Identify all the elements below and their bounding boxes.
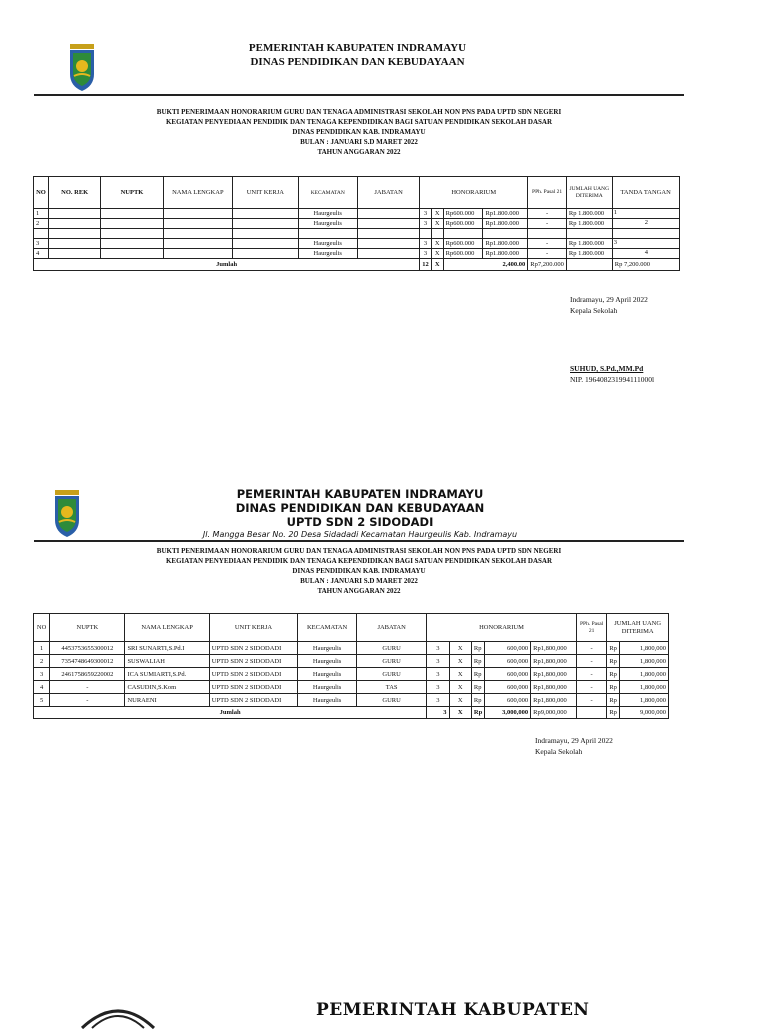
doc1-cell-jabatan — [357, 239, 419, 249]
col-unit: UNIT KERJA — [233, 177, 298, 209]
doc2-cell-rate: 600,000 — [485, 681, 531, 694]
doc1-cell-total — [483, 229, 528, 239]
doc1-cell-signature — [612, 219, 679, 229]
doc1-cell-unit — [233, 239, 298, 249]
doc1-cell-jumlah: Rp 1.800.000 — [566, 239, 612, 249]
doc1-header-line2: DINAS PENDIDIKAN DAN KEBUDAYAAN — [250, 56, 465, 68]
doc2-cell-jumlah: 1,800,000 — [620, 681, 669, 694]
doc2-cell-total: Rp1,800,000 — [531, 642, 577, 655]
doc1-cell-qty: 3 — [420, 249, 432, 259]
doc2-cell-jumlah: 1,800,000 — [620, 655, 669, 668]
col-pph: PPh. Pasal 21 — [576, 614, 606, 642]
doc2-cell-kecamatan: Haurgeulis — [298, 668, 357, 681]
doc1-cell-rate: Rp600.000 — [443, 239, 483, 249]
doc1-cell-norek — [48, 229, 100, 239]
doc1-table — [33, 176, 684, 271]
doc2-cell-no: 3 — [34, 668, 50, 681]
doc2-cell-nama: NURAENI — [125, 694, 209, 707]
doc1-cell-nama — [163, 239, 233, 249]
doc1-cell-unit — [233, 209, 298, 219]
doc1-sign-role: Kepala Sekolah — [570, 306, 618, 315]
doc2-cell-rate: 600,000 — [485, 642, 531, 655]
col-jumlah: JUMLAH UANG DITERIMA — [566, 177, 612, 209]
doc1-sign-name: SUHUD, S.Pd.,MM.Pd — [570, 364, 644, 373]
doc2-total-rate: 3,000,000 — [485, 707, 531, 719]
doc1-cell-kecamatan — [298, 229, 357, 239]
col-unit: UNIT KERJA — [209, 614, 297, 642]
doc1-cell-signature — [612, 249, 679, 259]
doc2-cell-nuptk: 2461758659220002 — [50, 668, 125, 681]
doc1-cell-x — [431, 229, 443, 239]
doc2-cell-pph: - — [576, 655, 606, 668]
doc2-logo — [50, 490, 84, 543]
doc2-cell-rate: 600,000 — [485, 655, 531, 668]
doc2-cell-x: X — [449, 668, 471, 681]
col-pph: PPh. Pasal 21 — [528, 177, 567, 209]
doc2-cell-no: 2 — [34, 655, 50, 668]
doc1-total-qty: 12 — [420, 259, 432, 271]
doc1-cell-unit — [233, 219, 298, 229]
doc2-cell-pph: - — [576, 642, 606, 655]
doc1-total-jumlah: Rp 7,200.000 — [612, 259, 679, 271]
signature-number-right: 4 — [644, 249, 648, 256]
doc2-cell-total: Rp1,800,000 — [531, 655, 577, 668]
doc2-cell-nuptk: - — [50, 681, 125, 694]
doc2-cell-rp2: Rp — [607, 655, 620, 668]
doc2-cell-kecamatan: Haurgeulis — [298, 642, 357, 655]
doc2-cell-rp: Rp — [471, 668, 485, 681]
doc2-cell-jabatan: GURU — [357, 668, 427, 681]
doc1-total-x: X — [431, 259, 443, 271]
doc1-cell-norek — [48, 239, 100, 249]
doc2-title-line1: BUKTI PENERIMAAN HONORARIUM GURU DAN TENAGA ADMINISTRASI SEKOLAH NON PNS PADA UPTD SDN NEGERI — [156, 547, 562, 555]
doc2-cell-no: 1 — [34, 642, 50, 655]
table-row — [34, 681, 669, 694]
doc1-cell-norek — [48, 209, 100, 219]
col-nama: NAMA LENGKAP — [163, 177, 233, 209]
doc2-sign-date: Indramayu, 29 April 2022 — [535, 736, 613, 745]
indramayu-emblem-icon — [78, 1000, 158, 1030]
col-jabatan: JABATAN — [357, 614, 427, 642]
doc1-cell-kecamatan: Haurgeulis — [298, 249, 357, 259]
doc1-cell-rate: Rp600.000 — [443, 209, 483, 219]
col-nuptk: NUPTK — [101, 177, 163, 209]
doc2-cell-nama: ICA SUMIARTI,S.Pd. — [125, 668, 209, 681]
doc1-cell-pph — [528, 229, 567, 239]
doc2-cell-rp: Rp — [471, 655, 485, 668]
doc2-header-line3: UPTD SDN 2 SIDODADI — [286, 515, 434, 529]
doc2-cell-x: X — [449, 694, 471, 707]
table-row — [34, 642, 669, 655]
doc1-cell-nuptk — [101, 249, 163, 259]
doc2-cell-unit: UPTD SDN 2 SIDODADI — [209, 668, 297, 681]
doc1-cell-x: X — [431, 239, 443, 249]
col-honorarium: HONORARIUM — [420, 177, 528, 209]
doc2-cell-kecamatan: Haurgeulis — [298, 655, 357, 668]
doc2-cell-rp2: Rp — [607, 681, 620, 694]
doc1-cell-jabatan — [357, 229, 419, 239]
doc2-cell-unit: UPTD SDN 2 SIDODADI — [209, 655, 297, 668]
doc1-cell-pph: - — [528, 209, 567, 219]
doc2-cell-no: 5 — [34, 694, 50, 707]
doc2-total-jumlah: 9,000,000 — [620, 707, 669, 719]
doc1-cell-rate — [443, 229, 483, 239]
doc1-cell-pph: - — [528, 249, 567, 259]
doc2-cell-jabatan: GURU — [357, 655, 427, 668]
doc1-logo — [68, 44, 96, 97]
doc2-address: Jl. Mangga Besar No. 20 Desa Sidadadi Kecamatan Haurgeulis Kab. Indramayu — [202, 530, 518, 539]
doc1-cell-norek — [48, 219, 100, 229]
doc2-cell-pph: - — [576, 694, 606, 707]
doc1-cell-pph: - — [528, 219, 567, 229]
doc2-title-line5: TAHUN ANGGARAN 2022 — [317, 587, 401, 595]
doc2-total-qty: 3 — [427, 707, 449, 719]
table-row — [34, 219, 684, 229]
doc1-cell-no: 2 — [34, 219, 49, 229]
doc1-sign-date: Indramayu, 29 April 2022 — [570, 295, 648, 304]
doc2-cell-kecamatan: Haurgeulis — [298, 681, 357, 694]
doc2-total-x: X — [449, 707, 471, 719]
signature-number-right: 2 — [644, 219, 648, 226]
doc1-cell-jabatan — [357, 249, 419, 259]
col-kecamatan: KECAMATAN — [298, 614, 357, 642]
doc2-cell-unit: UPTD SDN 2 SIDODADI — [209, 681, 297, 694]
doc1-cell-rate: Rp600.000 — [443, 219, 483, 229]
col-jabatan: JABATAN — [357, 177, 419, 209]
doc2-cell-rp: Rp — [471, 642, 485, 655]
doc1-cell-jumlah — [566, 229, 612, 239]
doc1-cell-jabatan — [357, 209, 419, 219]
indramayu-emblem-icon — [68, 44, 96, 92]
doc1-cell-unit — [233, 229, 298, 239]
indramayu-emblem-icon — [50, 490, 84, 538]
doc1-title-line5: TAHUN ANGGARAN 2022 — [317, 148, 401, 156]
doc1-total-total: Rp7,200.000 — [528, 259, 567, 271]
doc1-cell-nuptk — [101, 209, 163, 219]
col-no-rek: NO. REK — [48, 177, 100, 209]
doc1-title-line2: KEGIATAN PENYEDIAAN PENDIDIK DAN TENAGA KEPENDIDIKAN BAGI SATUAN PENDIDIKAN SEKOLAH DASAR — [165, 118, 553, 126]
col-honorarium: HONORARIUM — [427, 614, 577, 642]
doc1-cell-signature — [612, 239, 679, 249]
doc1-cell-qty — [420, 229, 432, 239]
doc2-cell-rp2: Rp — [607, 642, 620, 655]
doc1-total-label: Jumlah — [34, 259, 420, 271]
doc1-cell-signature — [612, 209, 679, 219]
doc1-cell-qty: 3 — [420, 209, 432, 219]
doc2-cell-unit: UPTD SDN 2 SIDODADI — [209, 642, 297, 655]
doc1-header-line1: PEMERINTAH KABUPATEN INDRAMAYU — [248, 42, 467, 54]
doc1-cell-kecamatan: Haurgeulis — [298, 209, 357, 219]
doc2-cell-total: Rp1,800,000 — [531, 681, 577, 694]
doc1-cell-total: Rp1.800.000 — [483, 209, 528, 219]
doc1-cell-no: 3 — [34, 239, 49, 249]
doc1-cell-norek — [48, 249, 100, 259]
doc1-cell-x: X — [431, 249, 443, 259]
doc1-cell-no — [34, 229, 49, 239]
doc2-cell-jumlah: 1,800,000 — [620, 642, 669, 655]
doc1-cell-unit — [233, 249, 298, 259]
doc2-header-line1: PEMERINTAH KABUPATEN INDRAMAYU — [236, 487, 484, 501]
doc1-cell-x: X — [431, 219, 443, 229]
doc1-cell-nama — [163, 209, 233, 219]
doc2-cell-total: Rp1,800,000 — [531, 694, 577, 707]
doc2-total-rp: Rp — [471, 707, 485, 719]
doc1-cell-jumlah: Rp 1.800.000 — [566, 249, 612, 259]
doc1-cell-nama — [163, 249, 233, 259]
table-row — [34, 694, 669, 707]
doc2-cell-rp2: Rp — [607, 694, 620, 707]
doc1-cell-kecamatan: Haurgeulis — [298, 239, 357, 249]
doc1-cell-no: 1 — [34, 209, 49, 219]
doc3-header: PEMERINTAH KABUPATEN — [316, 1000, 590, 1020]
doc2-cell-rate: 600,000 — [485, 668, 531, 681]
doc2-header-rule — [34, 540, 684, 542]
col-no: NO — [34, 177, 49, 209]
doc1-cell-total: Rp1.800.000 — [483, 239, 528, 249]
doc2-cell-nama: SRI SUNARTI,S.Pd.I — [125, 642, 209, 655]
doc1-title-line1: BUKTI PENERIMAAN HONORARIUM GURU DAN TENAGA ADMINISTRASI SEKOLAH NON PNS PADA UPTD SDN NEGERI — [156, 108, 562, 116]
doc2-total-label: Jumlah — [34, 707, 427, 719]
doc2-cell-unit: UPTD SDN 2 SIDODADI — [209, 694, 297, 707]
doc2-cell-jumlah: 1,800,000 — [620, 668, 669, 681]
doc2-cell-jumlah: 1,800,000 — [620, 694, 669, 707]
table-row — [34, 229, 684, 239]
doc1-cell-nama — [163, 219, 233, 229]
col-jumlah: JUMLAH UANG DITERIMA — [607, 614, 669, 642]
doc1-sign-nip: NIP. 196408231994111000l — [570, 375, 655, 384]
doc2-table — [33, 613, 669, 719]
doc1-cell-qty: 3 — [420, 239, 432, 249]
doc2-cell-qty: 3 — [427, 668, 449, 681]
doc2-title-line3: DINAS PENDIDIKAN KAB. INDRAMAYU — [292, 567, 426, 575]
doc2-header-line2: DINAS PENDIDIKAN DAN KEBUDAYAAN — [235, 501, 485, 515]
doc2-cell-jabatan: GURU — [357, 642, 427, 655]
doc2-cell-kecamatan: Haurgeulis — [298, 694, 357, 707]
doc2-cell-no: 4 — [34, 681, 50, 694]
doc2-cell-rp: Rp — [471, 694, 485, 707]
doc1-cell-nuptk — [101, 229, 163, 239]
doc1-cell-qty: 3 — [420, 219, 432, 229]
doc2-cell-qty: 3 — [427, 642, 449, 655]
doc1-cell-no: 4 — [34, 249, 49, 259]
table-row — [34, 668, 669, 681]
table-row — [34, 209, 684, 219]
doc2-cell-rp: Rp — [471, 681, 485, 694]
col-nama: NAMA LENGKAP — [125, 614, 209, 642]
doc1-title-line4: BULAN : JANUARI S.D MARET 2022 — [300, 138, 418, 146]
doc2-cell-rp2: Rp — [607, 668, 620, 681]
doc1-cell-total: Rp1.800.000 — [483, 219, 528, 229]
doc2-cell-qty: 3 — [427, 694, 449, 707]
doc2-cell-nama: CASUDIN,S.Kom — [125, 681, 209, 694]
doc2-cell-nuptk: 4453753655300012 — [50, 642, 125, 655]
doc2-cell-pph: - — [576, 681, 606, 694]
col-kecamatan: KECAMATAN — [298, 177, 357, 209]
doc1-header-rule — [34, 94, 684, 96]
doc2-cell-pph: - — [576, 668, 606, 681]
signature-number-left: 1 — [613, 209, 617, 216]
table-row — [34, 239, 684, 249]
doc1-total-rate: 2,400.00 — [443, 259, 528, 271]
doc2-cell-jabatan: TAS — [357, 681, 427, 694]
doc1-cell-total: Rp1.800.000 — [483, 249, 528, 259]
doc1-cell-jumlah: Rp 1.800.000 — [566, 209, 612, 219]
doc2-cell-nama: SUSWALIAH — [125, 655, 209, 668]
doc1-cell-nuptk — [101, 219, 163, 229]
doc2-cell-nuptk: 7354748649300012 — [50, 655, 125, 668]
table-row — [34, 249, 684, 259]
doc1-cell-nama — [163, 229, 233, 239]
doc2-title-line4: BULAN : JANUARI S.D MARET 2022 — [300, 577, 418, 585]
doc1-cell-signature — [612, 229, 679, 239]
doc1-cell-kecamatan: Haurgeulis — [298, 219, 357, 229]
doc2-sign-role: Kepala Sekolah — [535, 747, 583, 756]
doc2-cell-x: X — [449, 642, 471, 655]
doc2-title-line2: KEGIATAN PENYEDIAAN PENDIDIK DAN TENAGA KEPENDIDIKAN BAGI SATUAN PENDIDIKAN SEKOLAH DASAR — [165, 557, 553, 565]
doc2-cell-jabatan: GURU — [357, 694, 427, 707]
doc1-title-line3: DINAS PENDIDIKAN KAB. INDRAMAYU — [292, 128, 426, 136]
doc1-cell-rate: Rp600.000 — [443, 249, 483, 259]
doc2-total-total: Rp9,000,000 — [531, 707, 577, 719]
doc1-cell-x: X — [431, 209, 443, 219]
doc1-cell-nuptk — [101, 239, 163, 249]
doc2-cell-x: X — [449, 681, 471, 694]
doc1-cell-pph: - — [528, 239, 567, 249]
doc2-cell-total: Rp1,800,000 — [531, 668, 577, 681]
doc2-cell-qty: 3 — [427, 655, 449, 668]
doc1-cell-jumlah: Rp 1.800.000 — [566, 219, 612, 229]
doc2-cell-qty: 3 — [427, 681, 449, 694]
col-ttd: TANDA TANGAN — [612, 177, 679, 209]
col-nuptk: NUPTK — [50, 614, 125, 642]
signature-number-left: 3 — [613, 239, 617, 246]
doc3-logo — [78, 1000, 158, 1035]
doc1-cell-jabatan — [357, 219, 419, 229]
doc2-total-rp2: Rp — [607, 707, 620, 719]
col-no: NO — [34, 614, 50, 642]
doc2-cell-nuptk: - — [50, 694, 125, 707]
doc2-cell-x: X — [449, 655, 471, 668]
table-row — [34, 655, 669, 668]
doc2-cell-rate: 600,000 — [485, 694, 531, 707]
